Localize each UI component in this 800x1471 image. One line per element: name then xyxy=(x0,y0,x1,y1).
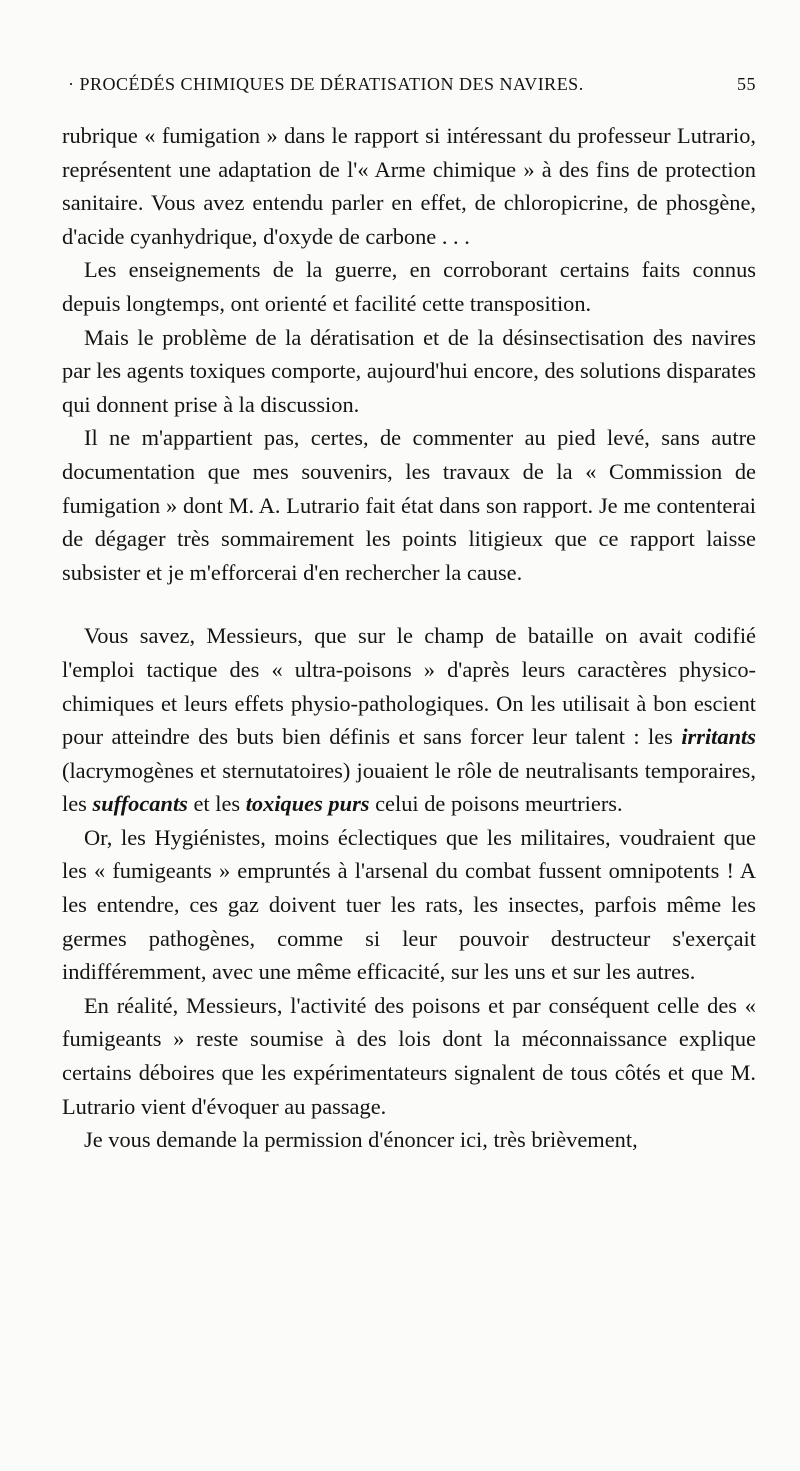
paragraph-champ-text-c: et les xyxy=(187,791,246,817)
paragraph-hygienistes xyxy=(62,821,756,989)
paragraph-permission xyxy=(62,1123,756,1157)
paragraph-commission-text: Il ne m'appartient pas, certes, de commenter au pied levé, sans autre documentation que mes souvenirs, les travaux de la « Commission de fumigation » dont M. A. Lutrario fait état dans son rapport. Je me contenterai de dégager très sommairement les points litigieux que ce rapport laisse subsister et je m'efforcerai d'en rechercher la cause. xyxy=(62,425,756,585)
term-irritants: irritants xyxy=(681,724,756,750)
paragraph-probleme xyxy=(62,321,756,422)
page-number: 55 xyxy=(737,74,756,94)
section-break xyxy=(62,589,756,619)
paragraph-champ-text-a: Vous savez, Messieurs, que sur le champ de bataille on avait codifié l'emploi tactique des « ultra-poisons » d'après leurs caractères physico-chimiques et leurs effets physio-pathologiques. On les utilisait à bon escient pour atteindre des buts bien définis et sans forcer leur talent : les xyxy=(62,623,756,750)
paragraph-champ-de-bataille xyxy=(62,619,756,821)
paragraph-realite xyxy=(62,989,756,1123)
paragraph-probleme-text: Mais le problème de la dératisation et de la désinsectisation des navires par les agents toxiques comporte, aujourd'hui encore, des solutions disparates qui donnent prise à la discussion. xyxy=(62,324,756,417)
paragraph-permission-text: Je vous demande la permission d'énoncer ici, très brièvement, xyxy=(84,1127,638,1153)
paragraph-enseignements-text: Les enseignements de la guerre, en corroborant certains faits connus depuis longtemps, ont orienté et facilité cette transposition. xyxy=(62,257,756,316)
paragraph-champ-text-b: (lacrymogènes et sternutatoires) jouaient le rôle de neutralisants temporaires, les xyxy=(62,757,756,817)
running-header xyxy=(62,74,756,95)
paragraph-commission xyxy=(62,421,756,589)
body-text xyxy=(62,119,756,1157)
term-toxiques-purs: toxiques purs xyxy=(245,791,370,817)
paragraph-continuation: rubrique « fumigation » dans le rapport si intéressant du professeur Lutrario, représentent une adaptation de l'« Arme chimique » à des fins de protection sanitaire. Vous avez entendu parler en effet, de chloropicrine, de phosgène, d'acide cyanhydrique, d'oxyde de carbone . . . xyxy=(62,123,756,249)
running-title: · PROCÉDÉS CHIMIQUES DE DÉRATISATION DES NAVIRES. xyxy=(68,74,584,94)
term-suffocants: suffocants xyxy=(92,791,188,817)
paragraph-enseignements xyxy=(62,253,756,320)
paragraph-realite-text: En réalité, Messieurs, l'activité des poisons et par conséquent celle des « fumigeants » reste soumise à des lois dont la méconnaissance explique certains déboires que les expérimentateurs signalent de tous côtés et que M. Lutrario vient d'évoquer au passage. xyxy=(62,992,756,1119)
paragraph-champ-text-d: celui de poisons meurtriers. xyxy=(369,791,623,817)
paragraph-hygienistes-text: Or, les Hygiénistes, moins éclectiques que les militaires, voudraient que les « fumigeants » empruntés à l'arsenal du combat fussent omnipotents ! A les entendre, ces gaz doivent tuer les rats, les insectes, parfois même les germes pathogènes, comme si leur pouvoir destructeur s'exerçait indifféremment, avec une même efficacité, sur les uns et sur les autres. xyxy=(62,824,756,985)
